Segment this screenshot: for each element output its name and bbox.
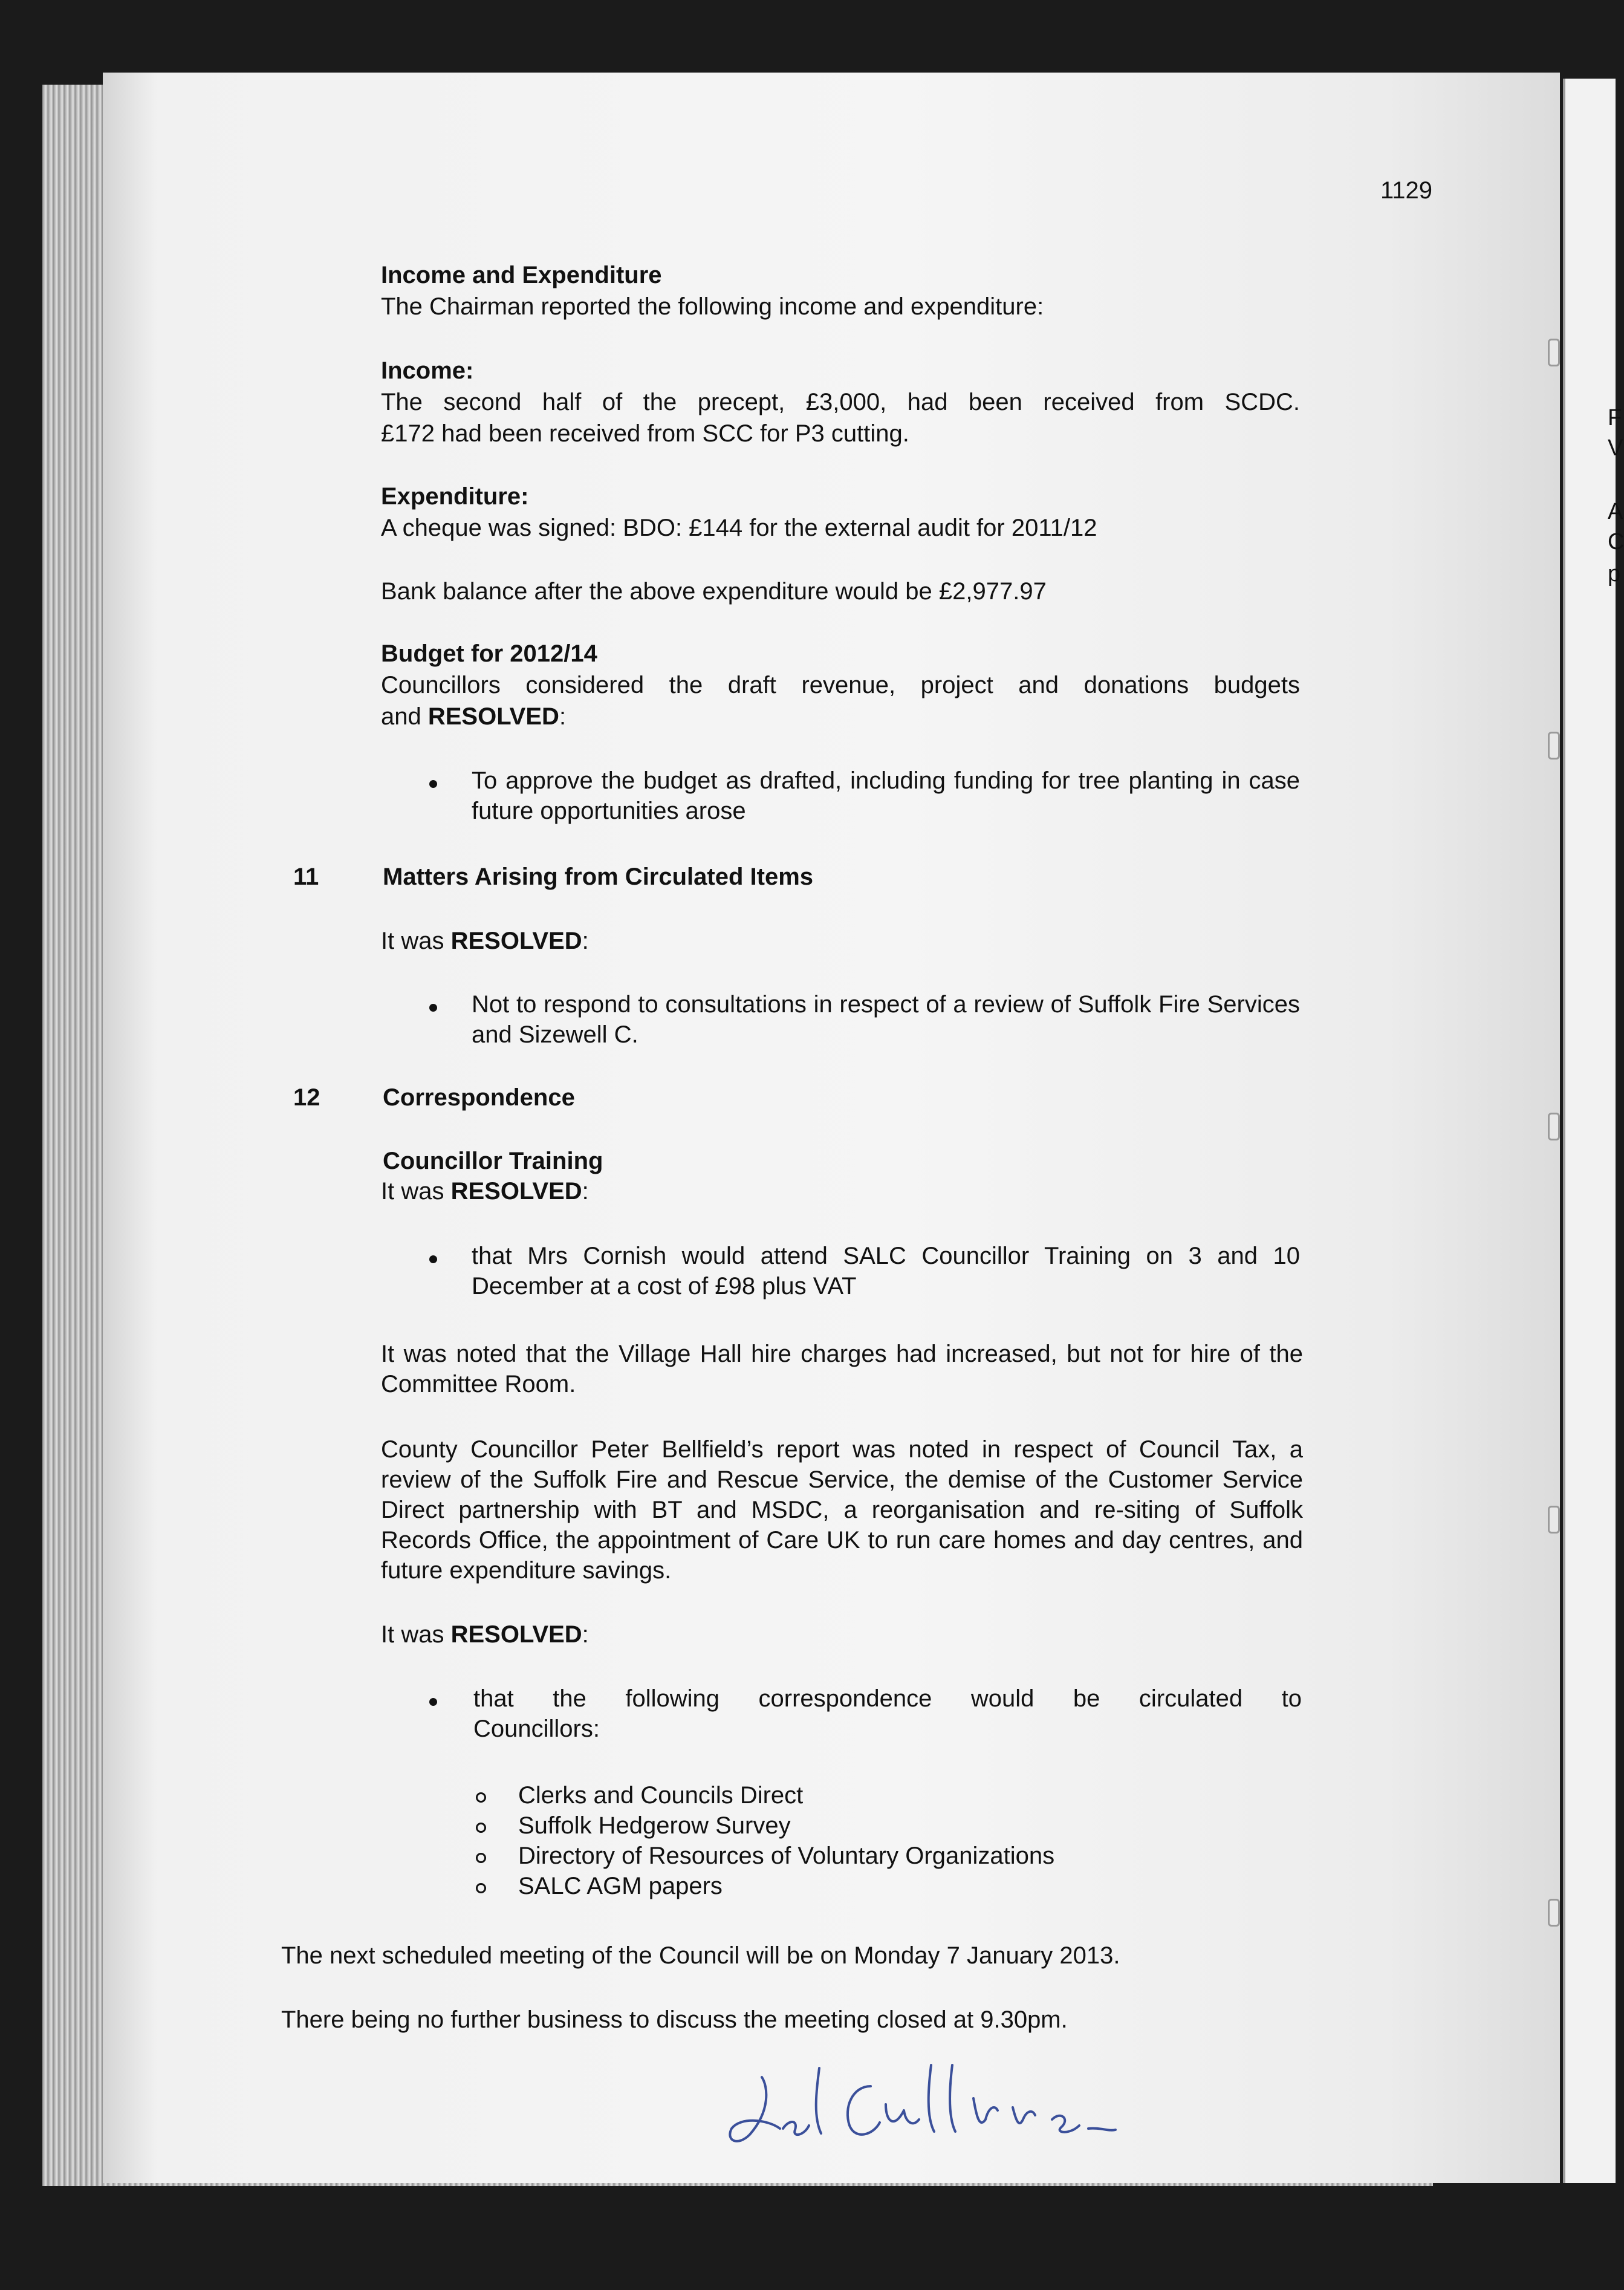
correspondence-heading: Correspondence xyxy=(383,1084,575,1111)
facing-page-fragment: p xyxy=(1608,561,1621,587)
binding-tab xyxy=(1548,1113,1560,1140)
binding-tab xyxy=(1548,339,1560,366)
matters-arising-heading: Matters Arising from Circulated Items xyxy=(383,864,814,890)
budget-bullet: To approve the budget as drafted, including funding for tree planting in case future opportunities arose xyxy=(472,767,1300,824)
resolved-keyword: RESOLVED xyxy=(427,703,559,730)
expenditure-line: A cheque was signed: BDO: £144 for the external audit for 2011/12 xyxy=(381,515,1097,541)
councillor-training-heading: Councillor Training xyxy=(383,1148,603,1174)
bank-balance: Bank balance after the above expenditure would be £2,977.97 xyxy=(381,578,1047,605)
correspondence-item: Directory of Resources of Voluntary Organizations xyxy=(518,1843,1055,1869)
training-bullet: that Mrs Cornish would attend SALC Councillor Training on 3 and 10 December at a cost of £98 plus VAT xyxy=(472,1243,1300,1300)
resolved-keyword: RESOLVED xyxy=(450,928,582,954)
bullet-icon xyxy=(429,1255,437,1263)
village-hall-note: It was noted that the Village Hall hire charges had increased, but not for hire of the Committee Room. xyxy=(381,1341,1303,1397)
binding-tab xyxy=(1548,1506,1560,1534)
resolution-colon: : xyxy=(582,1621,589,1648)
correspondence-resolution xyxy=(381,1619,589,1650)
sub-bullet-icon xyxy=(476,1823,486,1833)
matters-resolution xyxy=(381,926,589,956)
facing-page-fragment: C xyxy=(1608,529,1624,555)
income-line: £172 had been received from SCC for P3 cutting. xyxy=(381,420,909,447)
signature xyxy=(713,2062,1282,2153)
income-expenditure-heading: Income and Expenditure xyxy=(381,262,662,288)
bullet-icon xyxy=(429,1698,437,1706)
budget-heading: Budget for 2012/14 xyxy=(381,640,597,667)
meeting-closed-note: There being no further business to discuss the meeting closed at 9.30pm. xyxy=(281,2006,1068,2033)
binding-tab xyxy=(1548,1899,1560,1927)
resolved-keyword: RESOLVED xyxy=(450,1621,582,1648)
item-number: 12 xyxy=(293,1084,320,1111)
resolution-colon: : xyxy=(582,1178,589,1205)
budget-resolution-prefix: and xyxy=(381,703,428,730)
next-meeting-note: The next scheduled meeting of the Council will be on Monday 7 January 2013. xyxy=(281,1942,1120,1969)
resolution-prefix: It was xyxy=(381,1178,451,1205)
resolution-prefix: It was xyxy=(381,928,451,954)
income-expenditure-intro: The Chairman reported the following income and expenditure: xyxy=(381,293,1044,320)
bullet-icon xyxy=(429,1004,437,1012)
bullet-icon xyxy=(429,780,437,788)
training-resolution xyxy=(381,1176,589,1206)
item-number: 11 xyxy=(293,864,319,890)
page-number: 1129 xyxy=(1380,177,1433,204)
income-heading: Income: xyxy=(381,357,474,384)
resolution-colon: : xyxy=(559,703,567,730)
sub-bullet-icon xyxy=(476,1792,486,1803)
county-councillor-report: County Councillor Peter Bellfield’s report was noted in respect of Council Tax, a review of the Suffolk Fire and Rescue Service, the demise of the Customer Service Direct partnership with BT and MSDC, a reorganisation and re-siting of Suffolk Records Office, the appointment of Care UK to run care homes and day centres, and future expenditure savings. xyxy=(381,1436,1303,1584)
sub-bullet-icon xyxy=(476,1883,486,1893)
correspondence-item: SALC AGM papers xyxy=(518,1873,723,1899)
budget-resolution xyxy=(381,701,566,732)
budget-intro: Councillors considered the draft revenue, project and donations budgets xyxy=(381,672,1300,698)
resolved-keyword: RESOLVED xyxy=(450,1178,582,1205)
matters-bullet: Not to respond to consultations in respect of a review of Suffolk Fire Services and Sizewell C. xyxy=(472,991,1300,1048)
income-line: The second half of the precept, £3,000, had been received from SCDC. xyxy=(381,389,1300,415)
expenditure-heading: Expenditure: xyxy=(381,483,529,510)
facing-page-fragment: V xyxy=(1608,435,1623,461)
binding-tab xyxy=(1548,732,1560,760)
facing-page-edge xyxy=(1563,79,1624,2183)
correspondence-item: Clerks and Councils Direct xyxy=(518,1782,804,1809)
resolution-prefix: It was xyxy=(381,1621,451,1648)
resolution-colon: : xyxy=(582,928,589,954)
circulate-bullet: that the following correspondence would be circulated to Councillors: xyxy=(473,1685,1302,1742)
facing-page-fragment: F xyxy=(1608,405,1622,431)
correspondence-item: Suffolk Hedgerow Survey xyxy=(518,1812,791,1839)
facing-page-fragment: A xyxy=(1608,499,1623,524)
sub-bullet-icon xyxy=(476,1853,486,1863)
